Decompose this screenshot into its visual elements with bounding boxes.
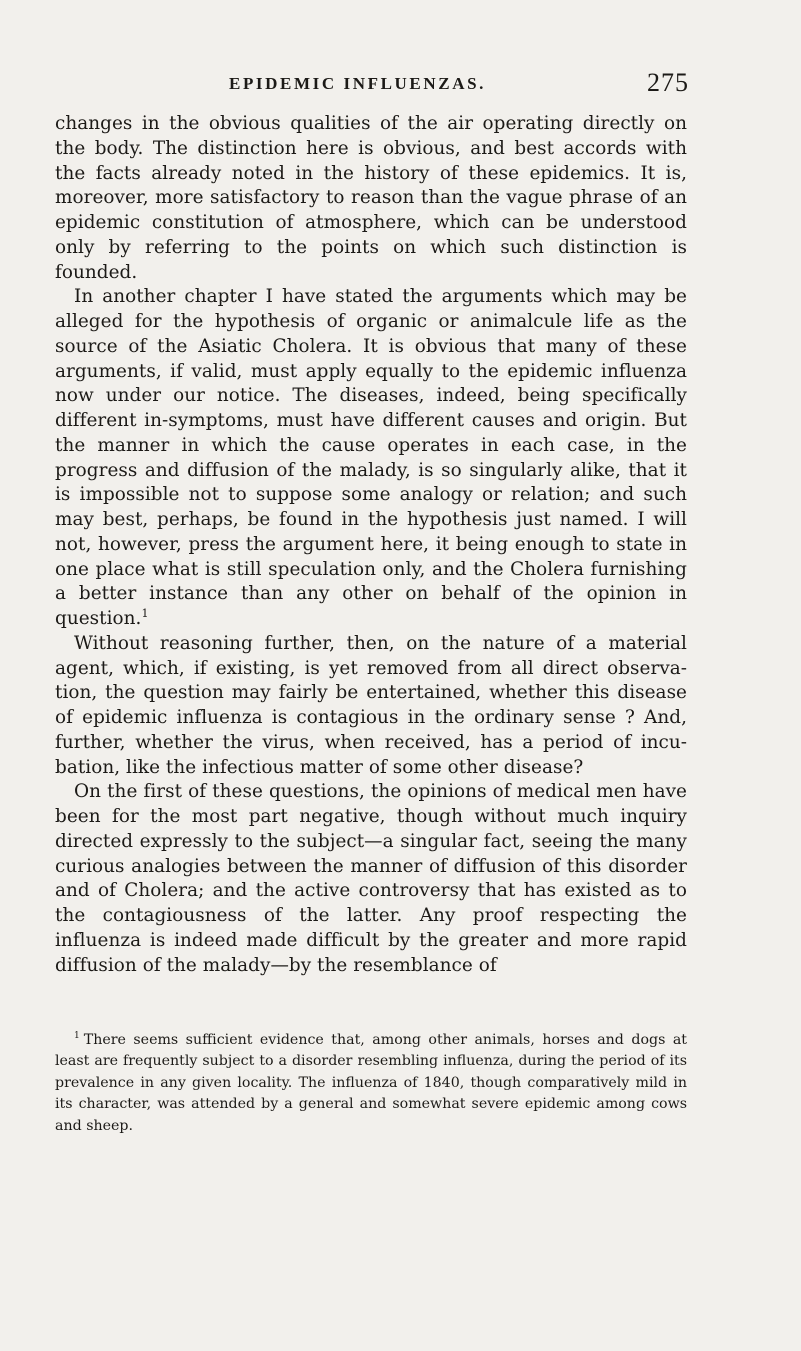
footnote-reference: 1 <box>141 607 149 620</box>
paragraph-3: Without reasoning further, then, on the nature of a material agent, which, if existing, is yet removed from all direct observation, the question may fairly be entertained, whether this disease of epidemic influenza is contagious in the ordinary sense ? And, further, whether the virus, when received, has a period of incubation, like the infectious matter of some other disease? <box>55 632 687 778</box>
footnote-marker: 1 <box>74 1031 80 1041</box>
body-text <box>55 112 687 978</box>
footnote <box>55 1030 687 1137</box>
paragraph-2 <box>55 285 687 632</box>
footnote-text: There seems sufficient evidence that, among other animals, horses and dogs at least are frequently subject to a disorder resembling influenza, during the period of its prevalence in any given locality. The influenza of 1840, though comparatively mild in its character, was attended by a general and somewhat severe epidemic among cows and sheep. <box>55 1032 687 1134</box>
paragraph-2-text: In another chapter I have stated the arguments which may be alleged for the hypothesis of organic or animalcule life as the source of the Asiatic Cholera. It is obvious that many of these arguments, if valid, must apply equally to the epidemic influenza now under our notice. The diseases, indeed, being specifically different in-symptoms, must have different causes and origin. But the manner in which the cause operates in each case, in the progress and diffusion of the malady, is so singularly alike, that it is impossible not to suppose some analogy or relation; and such may best, perhaps, be found in the hypothesis just named. I will not, however, press the argument here, it being enough to state in one place what is still speculation only, and the Cholera furnishing a better instance than any other on behalf of the opinion in question. <box>55 286 687 629</box>
running-head <box>229 68 689 102</box>
paragraph-1: changes in the obvious qualities of the air operating directly on the body. The distinction here is obvious, and best accords with the facts already noted in the history of these epidemics. It is, moreover, more satisfactory to reason than the vague phrase of an epidemic constitution of atmosphere, which can be understood only by referring to the points on which such distinction is founded. <box>55 113 687 283</box>
running-title: EPIDEMIC INFLUENZAS. <box>229 74 486 93</box>
page-number: 275 <box>647 68 689 97</box>
paragraph-4: On the first of these questions, the opinions of medical men have been for the most part negative, though without much inquiry directed expressly to the subject—a singular fact, seeing the many curious analogies between the manner of diffusion of this disorder and of Cholera; and the active controversy that has existed as to the contagiousness of the latter. Any proof respecting the influenza is indeed made difficult by the greater and more rapid diffusion of the malady—by the resemblance of <box>55 781 687 976</box>
